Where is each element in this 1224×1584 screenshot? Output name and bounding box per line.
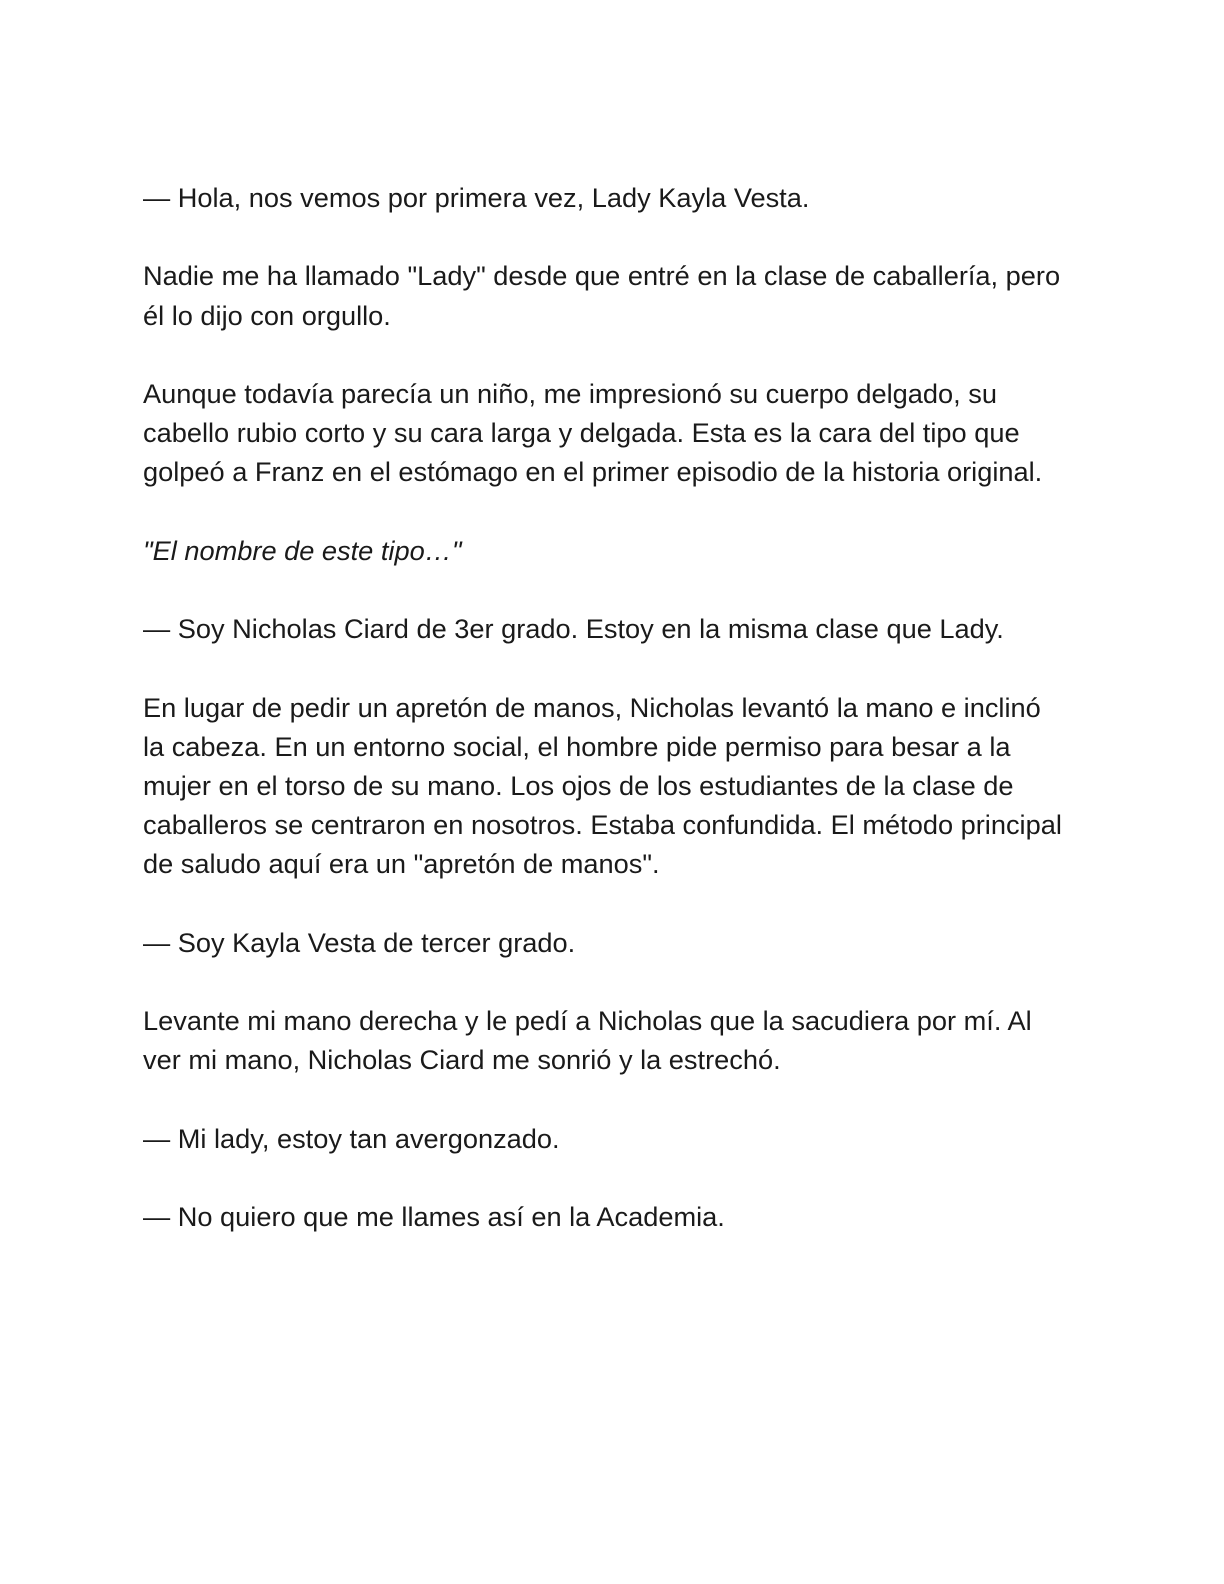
paragraph-raise-hand: Levante mi mano derecha y le pedí a Nicholas que la sacudiera por mí. Al ver mi mano, Nicholas Ciard me sonrió y la estrechó. — [143, 1005, 1032, 1076]
paragraph-description: Aunque todavía parecía un niño, me impresionó su cuerpo delgado, su cabello rubio corto y su cara larga y delgada. Esta es la cara del tipo que golpeó a Franz en el estómago en el primer episodio de la historia original. — [143, 377, 1043, 488]
paragraph-academy: — No quiero que me llames así en la Academia. — [143, 1201, 725, 1233]
paragraph-embarrassed: — Mi lady, estoy tan avergonzado. — [143, 1122, 560, 1154]
paragraph-introduction: — Soy Nicholas Ciard de 3er grado. Estoy en la misma clase que Lady. — [143, 613, 1004, 645]
paragraph-handshake: En lugar de pedir un apretón de manos, Nicholas levantó la mano e inclinó la cabeza. En un entorno social, el hombre pide permiso para besar a la mujer en el torso de su mano. Los ojos de los estudiantes de la clase de caballeros se centraron en nosotros. Estaba confundida. El método principal de saludo aquí era un "apretón de manos". — [143, 691, 1062, 880]
document-body — [143, 178, 1063, 1276]
paragraph-reply: — Soy Kayla Vesta de tercer grado. — [143, 926, 576, 958]
paragraph-greeting: — Hola, nos vemos por primera vez, Lady Kayla Vesta. — [143, 182, 810, 213]
paragraph-lady-title: Nadie me ha llamado "Lady" desde que entré en la clase de caballería, pero él lo dijo con orgullo. — [143, 260, 1061, 331]
paragraph-thought: "El nombre de este tipo…" — [143, 534, 462, 566]
